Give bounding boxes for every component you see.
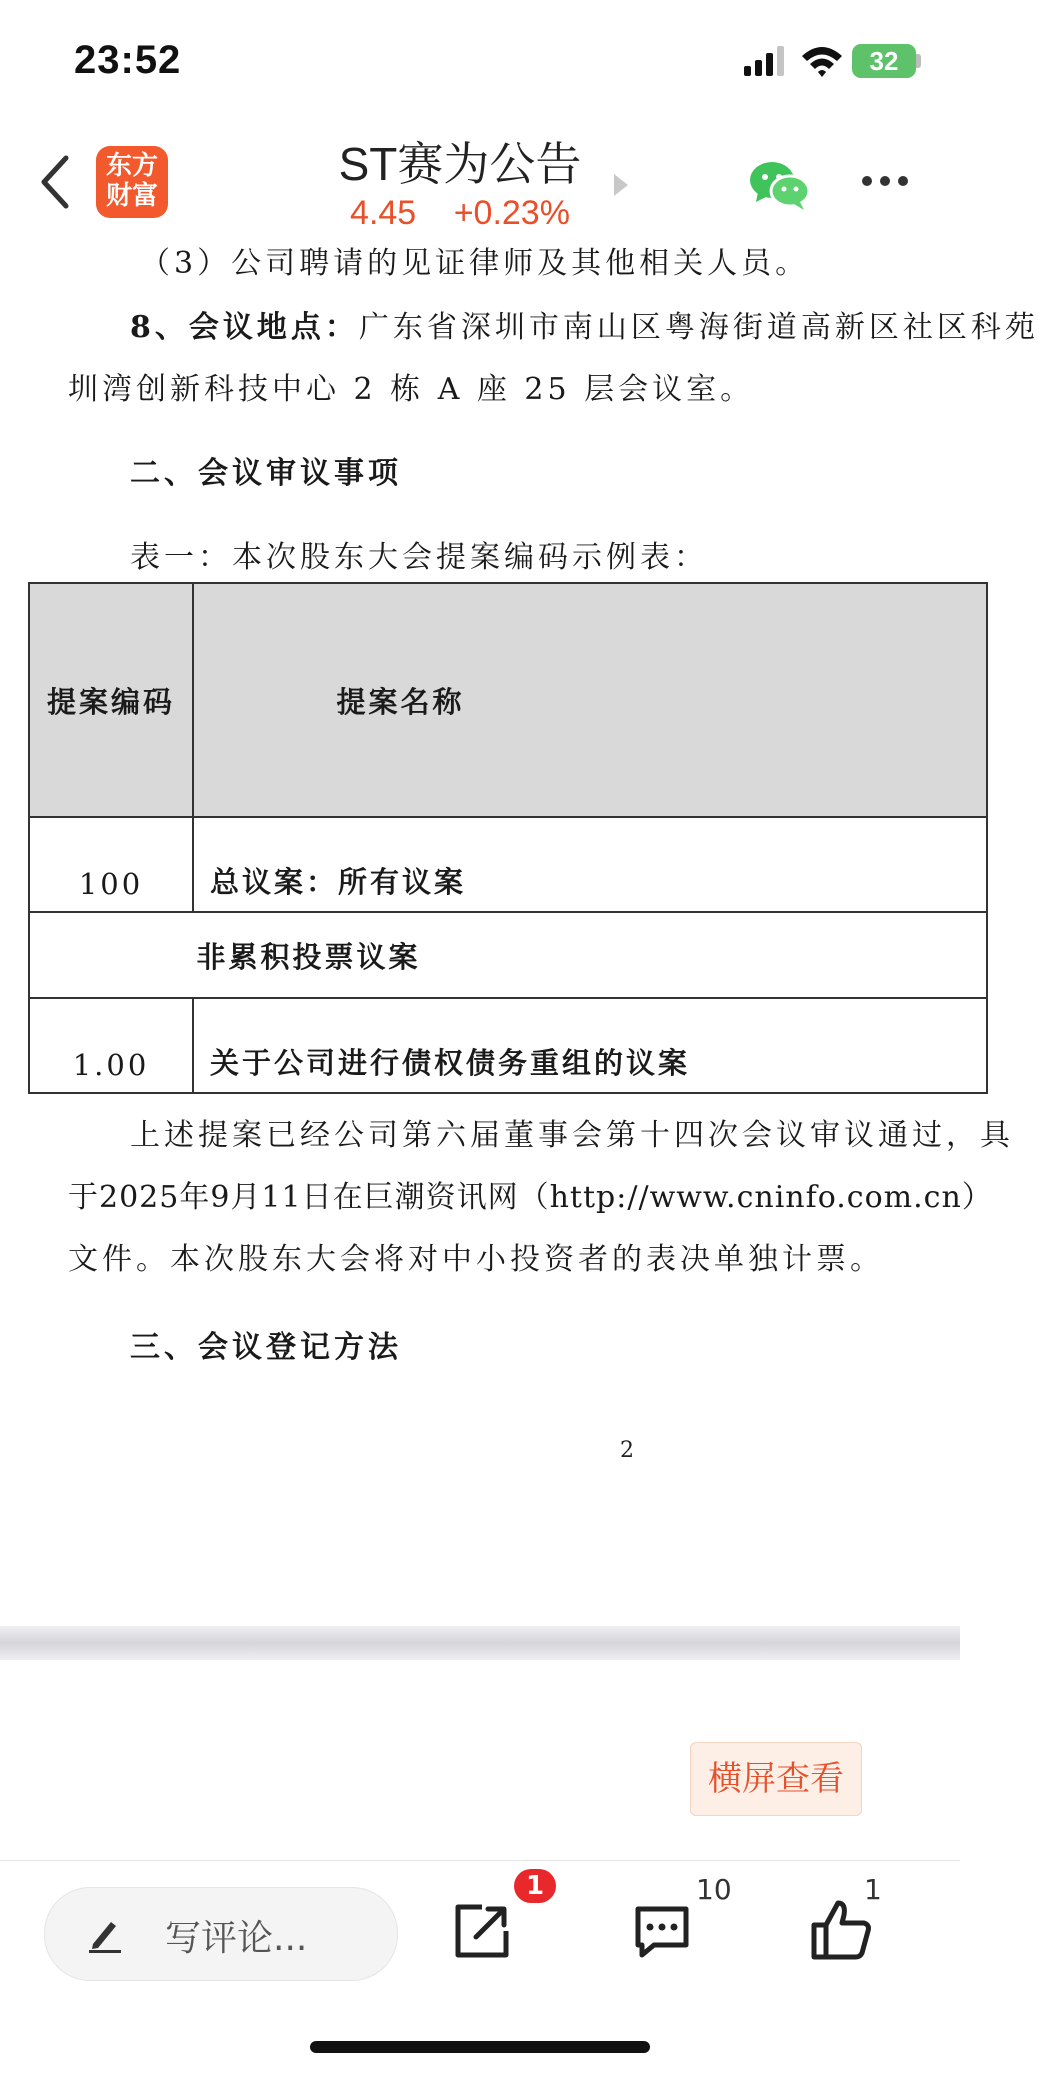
doc-section-3-heading: 三、会议登记方法 [130, 1330, 402, 1365]
like-count: 1 [864, 1873, 882, 1906]
table-section-row [29, 912, 987, 998]
doc-section-2-heading: 二、会议审议事项 [130, 456, 402, 491]
table-cell-code: 1.00 [29, 998, 193, 1093]
landscape-view-button[interactable]: 横屏查看 [690, 1742, 862, 1816]
stock-change: +0.23% [453, 194, 570, 232]
battery-indicator: 32 [852, 44, 916, 78]
logo-text-line2: 财富 [105, 181, 158, 211]
page-divider [0, 1626, 960, 1660]
comment-icon[interactable] [632, 1901, 692, 1961]
share-icon[interactable] [452, 1901, 512, 1961]
logo-text-line1: 东方 [105, 151, 158, 181]
wechat-share-icon[interactable] [748, 158, 812, 212]
table-header-code: 提案编码 [29, 583, 193, 817]
doc-item8-label: 8、会议地点： [130, 310, 359, 345]
table-row [29, 817, 987, 912]
quote-arrow-icon[interactable] [614, 174, 628, 196]
table-header-row [29, 583, 987, 817]
announcement-document[interactable] [0, 246, 1039, 1630]
doc-item8-text: 广东省深圳市南山区粤海街道高新区社区科苑 [358, 310, 1039, 345]
doc-paragraph-line2: 于2025年9月11日在巨潮资讯网（http://www.cninfo.com.cn） [68, 1180, 993, 1215]
table-cell-name: 总议案：所有议案 [193, 817, 987, 912]
battery-cap [916, 54, 921, 68]
comment-count: 10 [696, 1873, 732, 1906]
table-header-name: 提案名称 [193, 583, 987, 817]
comment-placeholder: 写评论... [165, 1918, 308, 1959]
cellular-signal-icon [744, 46, 788, 76]
proposal-table [28, 582, 988, 1094]
status-time: 23:52 [74, 38, 182, 82]
thumbs-up-icon[interactable] [810, 1899, 872, 1961]
bottom-action-bar [0, 1860, 960, 2080]
back-arrow-icon[interactable] [36, 152, 76, 212]
home-indicator[interactable] [310, 2041, 650, 2053]
table-cell-name: 关于公司进行债权债务重组的议案 [193, 998, 987, 1093]
table-row [29, 998, 987, 1093]
stock-quote[interactable] [300, 194, 620, 233]
comment-input[interactable] [44, 1887, 398, 1981]
wifi-icon [800, 44, 844, 78]
share-badge: 1 [514, 1869, 556, 1903]
pencil-icon [85, 1914, 125, 1954]
page-number: 2 [620, 1438, 634, 1463]
doc-paragraph-line3: 文件。本次股东大会将对中小投资者的表决单独计票。 [68, 1242, 884, 1277]
doc-item8-continued: 圳湾创新科技中心 2 栋 A 座 25 层会议室。 [68, 372, 755, 407]
doc-item8 [130, 302, 1039, 346]
page-title[interactable]: ST赛为公告 [338, 138, 582, 190]
doc-line-partial: （3）公司聘请的见证律师及其他相关人员。 [140, 246, 810, 281]
stock-price: 4.45 [350, 194, 417, 232]
app-logo [96, 146, 168, 218]
table-cell-code: 100 [29, 817, 193, 912]
status-bar [0, 0, 960, 110]
more-options-icon[interactable] [860, 174, 910, 188]
table-section-label: 非累积投票议案 [29, 912, 987, 998]
doc-paragraph-line1: 上述提案已经公司第六届董事会第十四次会议审议通过，具 [130, 1118, 1014, 1153]
doc-table-caption: 表一：本次股东大会提案编码示例表： [130, 540, 708, 575]
navigation-bar [0, 110, 960, 251]
